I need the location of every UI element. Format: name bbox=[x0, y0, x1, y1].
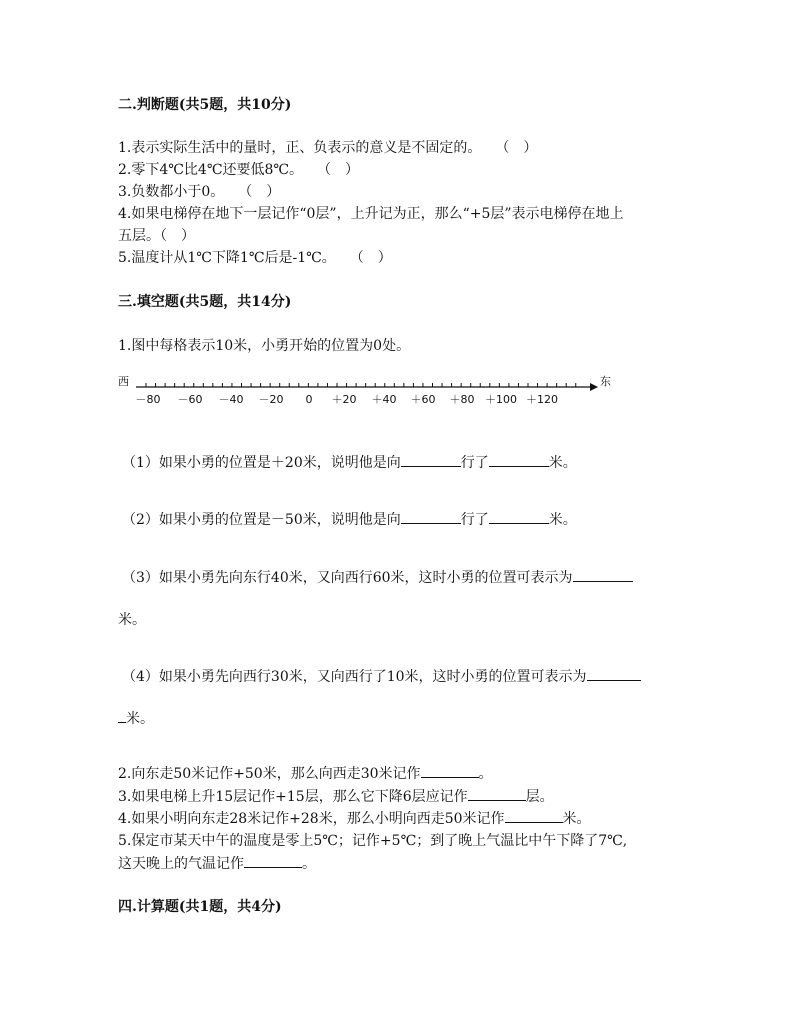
fill-q3: 3.如果电梯上升15层记作+15层，那么它下降6层应记作 层。 bbox=[118, 786, 554, 806]
tick-label: －20 bbox=[258, 393, 284, 406]
blank-direction-2[interactable] bbox=[401, 509, 461, 524]
fill-sub-4-cont: 米。 bbox=[118, 708, 154, 728]
blank-distance-2[interactable] bbox=[489, 509, 549, 524]
judge-item-2: 2.零下4℃比4℃还要低8℃。 （ ） bbox=[118, 162, 360, 178]
blank-position-4[interactable] bbox=[587, 666, 641, 681]
blank-q5[interactable] bbox=[244, 853, 302, 868]
tick-label: ＋40 bbox=[371, 393, 397, 406]
fill-q4: 4.如果小明向东走28米记作+28米，那么小明向西走50米记作 米。 bbox=[118, 808, 591, 828]
tick-label: －40 bbox=[218, 393, 244, 406]
number-line bbox=[118, 370, 623, 410]
tick-label: 0 bbox=[305, 393, 313, 406]
fill-sub-3: （3）如果小勇先向东行40米，又向西行60米，这时小勇的位置可表示为 bbox=[122, 567, 633, 587]
blank-q3[interactable] bbox=[468, 786, 526, 801]
judge-item-1: 1.表示实际生活中的量时，正、负表示的意义是不固定的。 （ ） bbox=[118, 140, 538, 156]
fill-q1: 1.图中每格表示10米，小勇开始的位置为0处。 bbox=[118, 338, 411, 354]
judge-item-4-cont: 五层。（ ） bbox=[118, 228, 195, 244]
fill-q5-cont: 这天晚上的气温记作 。 bbox=[118, 853, 316, 873]
judge-item-3: 3.负数都小于0。 （ ） bbox=[118, 184, 281, 200]
blank-q2[interactable] bbox=[421, 763, 479, 778]
east-label: 东 bbox=[600, 375, 611, 388]
tick-label: ＋20 bbox=[331, 393, 357, 406]
fill-q2: 2.向东走50米记作+50米，那么向西走30米记作 。 bbox=[118, 763, 493, 783]
blank-position-3[interactable] bbox=[573, 567, 633, 582]
tick-label: ＋120 bbox=[526, 393, 558, 406]
fill-sub-3-cont: 米。 bbox=[118, 612, 146, 628]
section3-title: 三.填空题(共5题，共14分) bbox=[118, 294, 292, 310]
arrow-right-icon bbox=[590, 383, 598, 391]
tick-label: ＋60 bbox=[410, 393, 436, 406]
west-label: 西 bbox=[118, 375, 129, 388]
fill-sub-4: （4）如果小勇先向西行30米，又向西行了10米，这时小勇的位置可表示为 bbox=[122, 666, 641, 686]
tick-label: ＋80 bbox=[449, 393, 475, 406]
blank-position-4-cont[interactable] bbox=[118, 708, 126, 723]
section4-title: 四.计算题(共1题，共4分) bbox=[118, 899, 282, 915]
judge-item-4: 4.如果电梯停在地下一层记作“0层”，上升记为正，那么“+5层”表示电梯停在地上 bbox=[118, 206, 624, 222]
judge-item-5: 5.温度计从1℃下降1℃后是-1℃。 （ ） bbox=[118, 250, 392, 266]
blank-q4[interactable] bbox=[505, 808, 563, 823]
section2-title: 二.判断题(共5题，共10分) bbox=[118, 97, 292, 113]
tick-label: －60 bbox=[177, 393, 203, 406]
blank-distance-1[interactable] bbox=[489, 452, 549, 467]
fill-sub-1: （1）如果小勇的位置是＋20米，说明他是向 行了 米。 bbox=[122, 452, 577, 472]
tick-label: ＋100 bbox=[485, 393, 517, 406]
tick-label: －80 bbox=[135, 393, 161, 406]
fill-sub-2: （2）如果小勇的位置是－50米，说明他是向 行了 米。 bbox=[122, 509, 577, 529]
blank-direction-1[interactable] bbox=[401, 452, 461, 467]
fill-q5: 5.保定市某天中午的温度是零上5℃；记作+5℃；到了晚上气温比中午下降了7℃, bbox=[118, 833, 628, 849]
